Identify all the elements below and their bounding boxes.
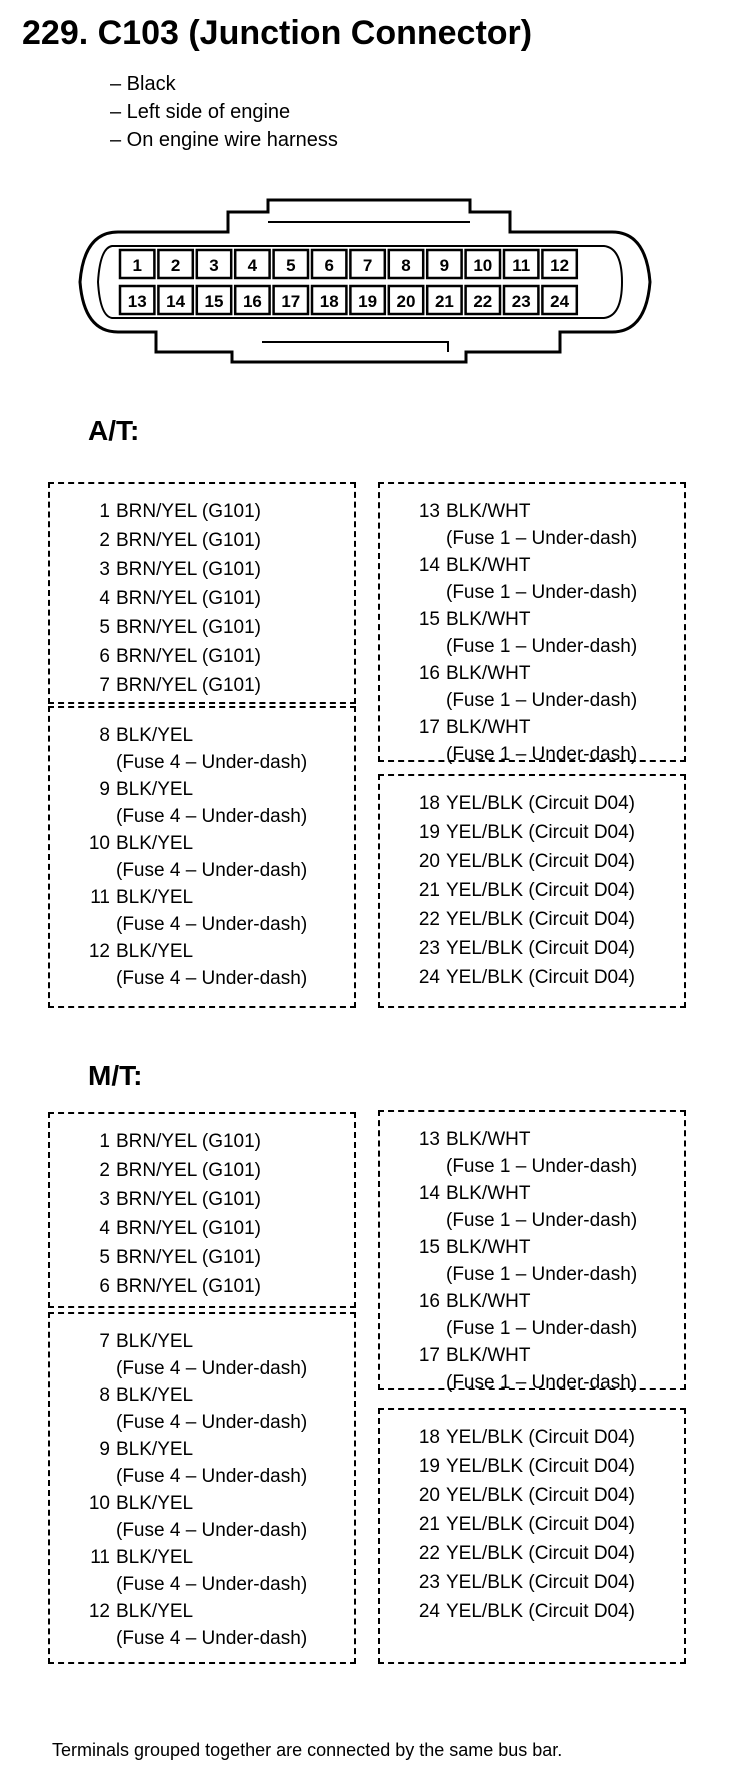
terminal-number: 3	[99, 1189, 110, 1210]
terminal-entry	[80, 938, 307, 992]
pin-number: 3	[209, 256, 219, 275]
terminal-entry	[80, 527, 261, 554]
note-harness: – On engine wire harness	[110, 129, 338, 151]
terminal-number: 6	[99, 1276, 110, 1297]
pin-number: 2	[170, 256, 181, 275]
terminal-number: 12	[88, 941, 110, 962]
pin-cell	[197, 286, 231, 314]
terminal-line	[80, 1544, 307, 1571]
terminal-entry	[80, 1490, 307, 1544]
wire-color: BLK/WHT	[446, 555, 531, 576]
terminal-number: 1	[99, 501, 110, 522]
connector-diagram	[0, 190, 736, 390]
terminal-entry	[410, 790, 635, 817]
terminal-line	[410, 819, 635, 846]
wire-color: BRN/YEL (G101)	[116, 1276, 262, 1297]
terminal-number: 3	[99, 559, 110, 580]
wire-color: YEL/BLK (Circuit D04)	[446, 1427, 636, 1448]
wire-color: BLK/YEL	[116, 833, 194, 854]
terminal-number: 24	[418, 1601, 440, 1622]
wire-color: BRN/YEL (G101)	[116, 617, 262, 638]
pin-cell	[350, 250, 384, 278]
terminal-line	[410, 1342, 637, 1369]
terminal-number: 1	[99, 1131, 110, 1152]
pin-cell	[504, 250, 538, 278]
terminal-line	[80, 884, 307, 911]
terminal-entry	[410, 935, 635, 962]
pin-cell	[427, 250, 461, 278]
wire-color: BLK/YEL	[116, 1331, 194, 1352]
terminal-entry	[410, 660, 637, 714]
wire-color: YEL/BLK (Circuit D04)	[446, 851, 636, 872]
wire-color: BLK/YEL	[116, 1439, 194, 1460]
terminal-entry	[80, 585, 261, 612]
section-label-mt: M/T:	[88, 1060, 143, 1091]
terminal-entry	[410, 1288, 637, 1342]
pin-number: 10	[473, 256, 493, 275]
terminal-line	[410, 848, 635, 875]
terminal-line	[80, 938, 307, 965]
terminal-entry	[410, 1342, 637, 1396]
terminal-entry	[410, 1511, 635, 1538]
pin-number: 4	[247, 256, 258, 275]
pin-number: 8	[401, 256, 411, 275]
terminal-number: 8	[99, 725, 110, 746]
pin-number: 1	[132, 256, 142, 275]
pin-number: 21	[434, 292, 454, 311]
terminal-entry	[410, 606, 637, 660]
terminal-entry	[80, 1436, 307, 1490]
bus-group-at-2	[48, 706, 356, 1008]
connector-top-row	[120, 250, 577, 278]
terminal-entry	[80, 498, 261, 525]
terminal-number: 7	[99, 1331, 110, 1352]
terminal-number: 8	[99, 1385, 110, 1406]
wire-color: BLK/YEL	[116, 779, 194, 800]
wire-color: BRN/YEL (G101)	[116, 501, 262, 522]
wire-color: BLK/WHT	[446, 1183, 531, 1204]
wire-source: (Fuse 4 – Under-dash)	[116, 860, 308, 881]
pin-cell	[235, 250, 269, 278]
terminal-number: 24	[418, 967, 440, 988]
terminal-entry	[410, 1482, 635, 1509]
wire-color: BRN/YEL (G101)	[116, 1218, 262, 1239]
terminal-number: 2	[99, 530, 110, 551]
wire-source: (Fuse 4 – Under-dash)	[116, 1520, 308, 1541]
pin-number: 24	[550, 292, 570, 311]
wire-color: BLK/YEL	[116, 1493, 194, 1514]
terminal-line	[80, 1328, 307, 1355]
terminal-number: 4	[99, 1218, 110, 1239]
terminal-line	[410, 1126, 637, 1153]
wire-source: (Fuse 1 – Under-dash)	[446, 744, 638, 765]
terminal-number: 22	[418, 1543, 440, 1564]
wire-color: BLK/YEL	[116, 941, 194, 962]
pin-cell	[197, 250, 231, 278]
wire-color: YEL/BLK (Circuit D04)	[446, 1514, 636, 1535]
pin-cell	[504, 286, 538, 314]
pin-cell	[235, 286, 269, 314]
terminal-entry	[410, 848, 635, 875]
pin-cell	[542, 286, 576, 314]
pin-cell	[466, 286, 500, 314]
terminal-entry	[80, 672, 261, 699]
terminal-entry	[410, 1453, 635, 1480]
pin-cell	[158, 286, 192, 314]
terminal-line	[410, 964, 635, 991]
wire-source: (Fuse 4 – Under-dash)	[116, 752, 308, 773]
terminal-number: 10	[88, 833, 110, 854]
section-label-at: A/T:	[88, 415, 140, 446]
terminal-entry	[80, 1598, 307, 1652]
wire-source: (Fuse 1 – Under-dash)	[446, 1318, 638, 1339]
terminal-number: 20	[418, 851, 440, 872]
terminal-line	[80, 1598, 307, 1625]
wire-color: BRN/YEL (G101)	[116, 1131, 262, 1152]
terminal-number: 2	[99, 1160, 110, 1181]
pin-cell	[312, 250, 346, 278]
bus-group-at-3	[378, 482, 686, 765]
terminal-entry	[80, 643, 261, 670]
terminal-number: 18	[418, 793, 440, 814]
terminal-number: 13	[418, 501, 440, 522]
wire-color: YEL/BLK (Circuit D04)	[446, 909, 636, 930]
wire-color: BRN/YEL (G101)	[116, 1160, 262, 1181]
terminal-line	[80, 527, 261, 554]
terminal-entry	[410, 1126, 637, 1180]
wire-source: (Fuse 1 – Under-dash)	[446, 690, 638, 711]
terminal-line	[410, 790, 635, 817]
terminal-entry	[410, 552, 637, 606]
terminal-number: 11	[90, 887, 110, 908]
terminal-line	[410, 906, 635, 933]
wire-source: (Fuse 1 – Under-dash)	[446, 1264, 638, 1285]
terminal-entry	[410, 964, 635, 991]
wire-color: BLK/WHT	[446, 1291, 531, 1312]
terminal-entry	[80, 776, 307, 830]
note-location: – Left side of engine	[110, 101, 291, 123]
terminal-line	[80, 1128, 261, 1155]
terminal-line	[80, 722, 307, 749]
terminal-entry	[80, 1273, 261, 1300]
pin-cell	[427, 286, 461, 314]
terminal-line	[410, 1180, 637, 1207]
terminal-number: 5	[99, 1247, 110, 1268]
connector-housing	[80, 200, 650, 362]
terminal-line	[80, 672, 261, 699]
wire-color: YEL/BLK (Circuit D04)	[446, 1572, 636, 1593]
terminal-number: 7	[99, 675, 110, 696]
terminal-number: 20	[418, 1485, 440, 1506]
connector-notes	[110, 70, 338, 154]
pin-cell	[542, 250, 576, 278]
terminal-line	[80, 498, 261, 525]
terminal-number: 16	[418, 663, 440, 684]
wire-color: BLK/WHT	[446, 1345, 531, 1366]
pin-number: 16	[242, 292, 262, 311]
wire-color: BLK/WHT	[446, 609, 531, 630]
pin-number: 14	[166, 292, 186, 311]
wire-source: (Fuse 4 – Under-dash)	[116, 1574, 308, 1595]
pin-cell	[158, 250, 192, 278]
pin-number: 7	[362, 256, 373, 275]
wire-color: BRN/YEL (G101)	[116, 1189, 262, 1210]
pin-number: 12	[550, 256, 570, 275]
wire-color: BLK/WHT	[446, 717, 531, 738]
terminal-number: 23	[418, 938, 440, 959]
pin-number: 22	[473, 292, 493, 311]
wire-color: BLK/YEL	[116, 725, 194, 746]
wire-color: BRN/YEL (G101)	[116, 646, 262, 667]
wire-source: (Fuse 4 – Under-dash)	[116, 1628, 308, 1649]
terminal-entry	[80, 1328, 307, 1382]
terminal-number: 9	[99, 779, 110, 800]
wire-color: BRN/YEL (G101)	[116, 675, 262, 696]
wire-color: YEL/BLK (Circuit D04)	[446, 822, 636, 843]
wire-color: YEL/BLK (Circuit D04)	[446, 1456, 636, 1477]
pin-cell	[120, 250, 154, 278]
terminal-line	[410, 552, 637, 579]
pin-number: 23	[511, 292, 531, 311]
wire-source: (Fuse 4 – Under-dash)	[116, 1466, 308, 1487]
terminal-entry	[80, 1215, 261, 1242]
pin-cell	[350, 286, 384, 314]
terminal-entry	[80, 614, 261, 641]
terminal-entry	[410, 906, 635, 933]
pin-number: 19	[358, 292, 378, 311]
wire-color: BLK/YEL	[116, 887, 194, 908]
wire-color: BRN/YEL (G101)	[116, 588, 262, 609]
terminal-entry	[80, 556, 261, 583]
terminal-line	[80, 1273, 261, 1300]
terminal-entry	[410, 714, 637, 768]
wire-color: BLK/WHT	[446, 663, 531, 684]
page-title: 229. C103 (Junction Connector)	[22, 14, 533, 52]
terminal-line	[80, 1244, 261, 1271]
terminal-number: 14	[418, 1183, 440, 1204]
wire-source: (Fuse 1 – Under-dash)	[446, 636, 638, 657]
terminal-line	[410, 1540, 635, 1567]
wire-color: YEL/BLK (Circuit D04)	[446, 880, 636, 901]
terminal-entry	[80, 722, 307, 776]
terminal-number: 4	[99, 588, 110, 609]
wire-source: (Fuse 4 – Under-dash)	[116, 806, 308, 827]
connector-bottom-row	[120, 286, 577, 314]
terminal-number: 19	[418, 1456, 440, 1477]
terminal-number: 6	[99, 646, 110, 667]
terminal-entry	[410, 498, 637, 552]
pin-number: 18	[319, 292, 339, 311]
terminal-line	[410, 1511, 635, 1538]
wire-source: (Fuse 1 – Under-dash)	[446, 1210, 638, 1231]
terminal-number: 19	[418, 822, 440, 843]
terminal-line	[410, 498, 637, 525]
terminal-line	[80, 585, 261, 612]
terminal-line	[80, 830, 307, 857]
terminal-entry	[80, 884, 307, 938]
pin-number: 5	[286, 256, 296, 275]
pin-cell	[274, 250, 308, 278]
wire-source: (Fuse 1 – Under-dash)	[446, 1156, 638, 1177]
terminal-line	[410, 660, 637, 687]
terminal-entry	[80, 1157, 261, 1184]
bus-group-at-4	[378, 774, 686, 1008]
terminal-entry	[410, 877, 635, 904]
bus-group-mt-1	[48, 1112, 356, 1308]
pin-number: 11	[512, 256, 531, 275]
note-color: – Black	[110, 73, 176, 95]
wire-color: BRN/YEL (G101)	[116, 1247, 262, 1268]
terminal-number: 18	[418, 1427, 440, 1448]
terminal-line	[80, 1490, 307, 1517]
wire-source: (Fuse 1 – Under-dash)	[446, 528, 638, 549]
terminal-number: 17	[418, 717, 440, 738]
wire-color: BLK/WHT	[446, 501, 531, 522]
terminal-line	[410, 1424, 635, 1451]
terminal-number: 21	[418, 880, 440, 901]
terminal-number: 17	[418, 1345, 440, 1366]
terminal-number: 5	[99, 617, 110, 638]
terminal-number: 14	[418, 555, 440, 576]
bus-group-mt-2	[48, 1312, 356, 1664]
pin-number: 13	[127, 292, 147, 311]
wire-color: YEL/BLK (Circuit D04)	[446, 1601, 636, 1622]
pin-number: 17	[281, 292, 301, 311]
terminal-number: 15	[418, 609, 440, 630]
wire-source: (Fuse 4 – Under-dash)	[116, 1358, 308, 1379]
terminal-entry	[410, 1234, 637, 1288]
terminal-number: 22	[418, 909, 440, 930]
bus-group-mt-3	[378, 1110, 686, 1393]
terminal-entry	[410, 1180, 637, 1234]
wire-color: BLK/YEL	[116, 1547, 194, 1568]
terminal-line	[80, 556, 261, 583]
wire-source: (Fuse 4 – Under-dash)	[116, 1412, 308, 1433]
terminal-line	[80, 1436, 307, 1463]
terminal-number: 11	[90, 1547, 110, 1568]
terminal-entry	[410, 1540, 635, 1567]
wire-color: BLK/YEL	[116, 1385, 194, 1406]
terminal-number: 9	[99, 1439, 110, 1460]
terminal-entry	[80, 1382, 307, 1436]
footer-note: Terminals grouped together are connected by the same bus bar.	[52, 1740, 563, 1760]
pin-cell	[389, 286, 423, 314]
terminal-line	[80, 1382, 307, 1409]
terminal-number: 23	[418, 1572, 440, 1593]
wire-source: (Fuse 1 – Under-dash)	[446, 582, 638, 603]
wire-color: BRN/YEL (G101)	[116, 559, 262, 580]
terminal-line	[80, 1215, 261, 1242]
terminal-line	[410, 1453, 635, 1480]
terminal-line	[80, 643, 261, 670]
terminal-entry	[80, 1128, 261, 1155]
pin-number: 9	[439, 256, 450, 275]
wire-color: YEL/BLK (Circuit D04)	[446, 1543, 636, 1564]
wire-color: YEL/BLK (Circuit D04)	[446, 1485, 636, 1506]
terminal-entry	[80, 830, 307, 884]
terminal-line	[80, 776, 307, 803]
terminal-line	[410, 935, 635, 962]
terminal-number: 12	[88, 1601, 110, 1622]
wire-color: BLK/WHT	[446, 1129, 531, 1150]
terminal-entry	[80, 1244, 261, 1271]
terminal-number: 15	[418, 1237, 440, 1258]
wire-color: BLK/YEL	[116, 1601, 194, 1622]
wire-color: YEL/BLK (Circuit D04)	[446, 967, 636, 988]
terminal-line	[410, 714, 637, 741]
terminal-entry	[410, 1569, 635, 1596]
wire-color: YEL/BLK (Circuit D04)	[446, 793, 636, 814]
terminal-line	[410, 1569, 635, 1596]
terminal-number: 13	[418, 1129, 440, 1150]
terminal-line	[410, 1288, 637, 1315]
pin-number: 15	[204, 292, 224, 311]
pin-cell	[274, 286, 308, 314]
terminal-number: 16	[418, 1291, 440, 1312]
terminal-number: 21	[418, 1514, 440, 1535]
terminal-line	[410, 877, 635, 904]
pin-cell	[389, 250, 423, 278]
wire-source: (Fuse 4 – Under-dash)	[116, 914, 308, 935]
terminal-line	[80, 1186, 261, 1213]
terminal-entry	[410, 1424, 635, 1451]
terminal-line	[80, 614, 261, 641]
terminal-line	[410, 1234, 637, 1261]
wire-source: (Fuse 1 – Under-dash)	[446, 1372, 638, 1393]
pin-number: 6	[324, 256, 334, 275]
terminal-line	[80, 1157, 261, 1184]
pin-cell	[466, 250, 500, 278]
wire-source: (Fuse 4 – Under-dash)	[116, 968, 308, 989]
pin-cell	[120, 286, 154, 314]
terminal-line	[410, 606, 637, 633]
terminal-entry	[80, 1544, 307, 1598]
wire-color: YEL/BLK (Circuit D04)	[446, 938, 636, 959]
pin-cell	[312, 286, 346, 314]
terminal-line	[410, 1482, 635, 1509]
wire-color: BRN/YEL (G101)	[116, 530, 262, 551]
terminal-entry	[80, 1186, 261, 1213]
bus-group-at-1	[48, 482, 356, 704]
bus-group-mt-4	[378, 1408, 686, 1664]
terminal-entry	[410, 1598, 635, 1625]
terminal-number: 10	[88, 1493, 110, 1514]
pin-number: 20	[396, 292, 416, 311]
terminal-entry	[410, 819, 635, 846]
wire-color: BLK/WHT	[446, 1237, 531, 1258]
terminal-line	[410, 1598, 635, 1625]
